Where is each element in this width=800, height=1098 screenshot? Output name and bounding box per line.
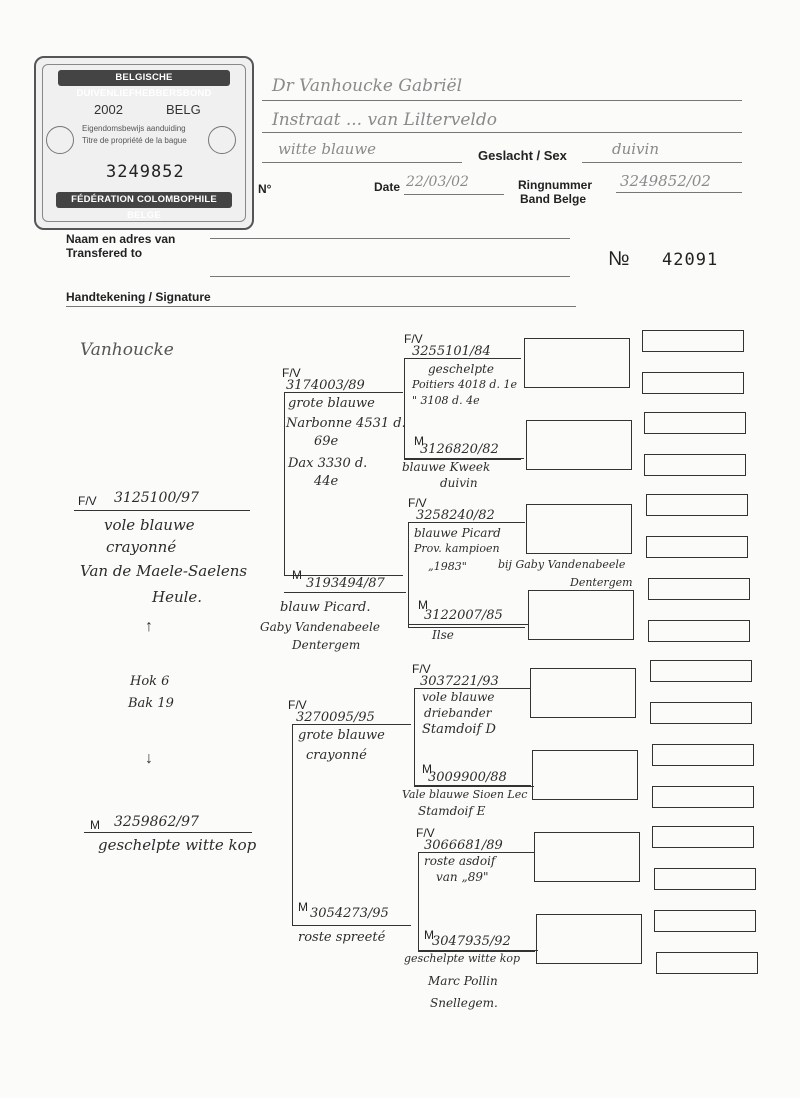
- gen3-6-line-2: Stamdoif E: [418, 804, 486, 818]
- gen3-5-line-2: driebander: [424, 706, 492, 720]
- gen4-box-2: [526, 420, 632, 470]
- ring-label-1: Ringnummer: [518, 178, 593, 192]
- gen5-slot-13: [652, 826, 754, 848]
- gen4-box-1: [524, 338, 630, 388]
- gen5-slot-15: [654, 910, 756, 932]
- gen3-1-line-3: " 3108 d. 4e: [412, 394, 480, 407]
- gen3-6-ring: 3009900/88: [428, 770, 507, 785]
- sex-value: duivin: [612, 140, 659, 158]
- gen3-3-ring: 3258240/82: [416, 508, 495, 523]
- gen2-mof-ring: 3193494/87: [306, 576, 385, 591]
- gen2-fom-ring: 3270095/95: [296, 710, 375, 725]
- gen2-fom-line-2: crayonné: [306, 748, 367, 763]
- gen3-4-prefix: M: [418, 598, 428, 612]
- gen4-box-3: [526, 504, 632, 554]
- transfer-label-2: Transfered to: [66, 246, 143, 260]
- gen2-mom-line-1: roste spreeté: [298, 930, 386, 945]
- gen3-2-ring: 3126820/82: [420, 442, 499, 457]
- gen5-slot-16: [656, 952, 758, 974]
- gen2-mof-prefix: M: [292, 568, 302, 582]
- sex-label: Geslacht / Sex: [478, 148, 567, 163]
- gen3-2-prefix: M: [414, 434, 424, 448]
- gen5-slot-5: [646, 494, 748, 516]
- signature-value: Vanhoucke: [80, 340, 174, 360]
- gen3-8-line-2: Marc Pollin: [428, 974, 498, 988]
- gen3-1-ring: 3255101/84: [412, 344, 491, 359]
- gen3-2-line-2: duivin: [440, 476, 478, 490]
- subject-mother-prefix: M: [90, 818, 100, 832]
- gen5-slot-2: [642, 372, 744, 394]
- subject-father-line-1: vole blauwe: [104, 516, 195, 534]
- transfer-line-1: [210, 238, 570, 239]
- bak-note: Bak 19: [128, 696, 174, 711]
- gen3-3-prefix: F/V: [408, 496, 427, 510]
- gen3-8-ring: 3047935/92: [432, 934, 511, 949]
- gen3-5-line-3: Stamdoif D: [422, 722, 496, 737]
- gen4-box-5: [530, 668, 636, 718]
- gen3-1-line-2: Poitiers 4018 d. 1e: [412, 378, 517, 391]
- stamp-right-emblem-icon: [208, 126, 236, 154]
- stamp-year: 2002: [94, 102, 123, 117]
- gen3-3-line-2: Prov. kampioen: [414, 542, 500, 555]
- gen3-8-line-1: geschelpte witte kop: [404, 952, 521, 965]
- gen5-slot-1: [642, 330, 744, 352]
- gen2-father-line-1: grote blauwe: [288, 396, 375, 411]
- gen3-6-line: [414, 786, 534, 787]
- stamp-bottom-banner: FÉDÉRATION COLOMBOPHILE BELGE: [56, 192, 232, 208]
- gen5-slot-14: [654, 868, 756, 890]
- gen3-5-prefix: F/V: [412, 662, 431, 676]
- gen2-father-line-3: 69e: [314, 434, 339, 449]
- subject-mother-line: [84, 832, 252, 833]
- gen5-slot-3: [644, 412, 746, 434]
- owner-name-line: [262, 100, 742, 101]
- gen5-slot-4: [644, 454, 746, 476]
- gen3-6-prefix: M: [422, 762, 432, 776]
- transfer-line-2: [210, 276, 570, 277]
- ring-line: [616, 192, 742, 193]
- ring-value: 3249852/02: [620, 172, 711, 190]
- gen3-3-line-3: „1983": [428, 560, 467, 573]
- gen3-8-line: [418, 950, 538, 951]
- gen3-5-line-1: vole blauwe: [422, 690, 495, 704]
- gen3-3-line-4: bij Gaby Vandenabeele: [498, 558, 626, 571]
- gen2-mof-line-3: Dentergem: [292, 638, 361, 652]
- gen3-4-line: [408, 624, 528, 625]
- gen3-7-line-2: van „89": [436, 870, 489, 884]
- gen3-7-prefix: F/V: [416, 826, 435, 840]
- gen4-box-7: [534, 832, 640, 882]
- gen2-fom-prefix: F/V: [288, 698, 307, 712]
- gen2-father-line-4: Dax 3330 d.: [288, 456, 368, 471]
- subject-father-line-4: Heule.: [152, 588, 203, 606]
- gen2-father-line-5: 44e: [314, 474, 339, 489]
- date-line: [404, 194, 504, 195]
- gen2-mof-line-1: blauw Picard.: [280, 600, 371, 615]
- gen5-slot-6: [646, 536, 748, 558]
- stamp-ring-number: 3249852: [106, 162, 185, 182]
- subject-mother-line-1: geschelpte witte kop: [98, 836, 257, 854]
- hok-note: Hok 6: [130, 674, 170, 689]
- subject-father-line-3: Van de Maele-Saelens: [80, 562, 248, 580]
- owner-address-line: [262, 132, 742, 133]
- gen3-3-line-1: blauwe Picard: [414, 526, 501, 540]
- gen3-2-line: [404, 458, 524, 459]
- gen3-6-line-1: Vale blauwe Sioen Lec: [402, 788, 528, 801]
- certificate-symbol: №: [608, 248, 630, 270]
- gen5-slot-11: [652, 744, 754, 766]
- gen4-box-8: [536, 914, 642, 964]
- gen5-slot-7: [648, 578, 750, 600]
- gen5-slot-8: [648, 620, 750, 642]
- gen3-5-ring: 3037221/93: [420, 674, 499, 689]
- stamp-country: BELG: [166, 102, 201, 117]
- gen2-mof-line: [284, 592, 406, 593]
- subject-father-line-2: crayonné: [106, 538, 177, 556]
- gen2-father-ring: 3174003/89: [286, 378, 365, 393]
- ring-label-2: Band Belge: [520, 192, 587, 206]
- signature-label: Handtekening / Signature: [66, 290, 211, 304]
- subject-mother-ring: 3259862/97: [114, 814, 199, 830]
- date-label: Date: [374, 180, 401, 194]
- stamp-top-banner: BELGISCHE DUIVENLIEFHEBBERSBOND: [58, 70, 230, 86]
- gen3-8-prefix: M: [424, 928, 434, 942]
- owner-name: Dr Vanhoucke Gabriël: [272, 76, 463, 96]
- gen2-father-prefix: F/V: [282, 366, 301, 380]
- gen5-slot-9: [650, 660, 752, 682]
- gen3-1-line-1: geschelpte: [428, 362, 494, 376]
- gen2-fom-line-1: grote blauwe: [298, 728, 385, 743]
- arrow-down-icon: ↓: [145, 750, 153, 767]
- gen5-slot-12: [652, 786, 754, 808]
- gen4-box-4: [528, 590, 634, 640]
- stamp-line-1: Eigendomsbewijs aanduiding: [82, 124, 186, 133]
- gen2-father-line-2: Narbonne 4531 d.: [286, 416, 406, 431]
- gen3-4-ring: 3122007/85: [424, 608, 503, 623]
- subject-father-prefix: F/V: [78, 494, 97, 508]
- gen3-1-prefix: F/V: [404, 332, 423, 346]
- signature-line: [66, 306, 576, 307]
- stamp-line-2: Titre de propriété de la bague: [82, 136, 187, 145]
- sex-line: [582, 162, 742, 163]
- gen2-mof-line-2: Gaby Vandenabeele: [260, 620, 380, 634]
- color-line: [262, 162, 462, 163]
- gen3-8-line-3: Snellegem.: [430, 996, 498, 1010]
- gen3-4-line-1: Ilse: [432, 628, 454, 642]
- color-value: witte blauwe: [278, 140, 377, 158]
- gen3-7-line-1: roste asdoif: [424, 854, 496, 868]
- gen5-slot-10: [650, 702, 752, 724]
- stamp-left-emblem-icon: [46, 126, 74, 154]
- subject-father-ring: 3125100/97: [114, 490, 199, 506]
- federation-stamp: [34, 56, 254, 230]
- subject-father-line: [74, 510, 250, 511]
- gen3-7-ring: 3066681/89: [424, 838, 503, 853]
- gen3-3-line-5: Dentergem: [570, 576, 633, 589]
- gen2-mom-ring: 3054273/95: [310, 906, 389, 921]
- owner-address: Instraat ... van Lilterveldo: [272, 110, 497, 130]
- gen2-mom-prefix: M: [298, 900, 308, 914]
- arrow-up-icon: ↑: [145, 618, 153, 635]
- date-value: 22/03/02: [406, 174, 469, 190]
- transfer-label-1: Naam en adres van: [66, 232, 176, 246]
- number-label: N°: [258, 182, 272, 196]
- gen3-2-line-1: blauwe Kweek: [402, 460, 491, 474]
- certificate-number: 42091: [662, 250, 719, 270]
- gen4-box-6: [532, 750, 638, 800]
